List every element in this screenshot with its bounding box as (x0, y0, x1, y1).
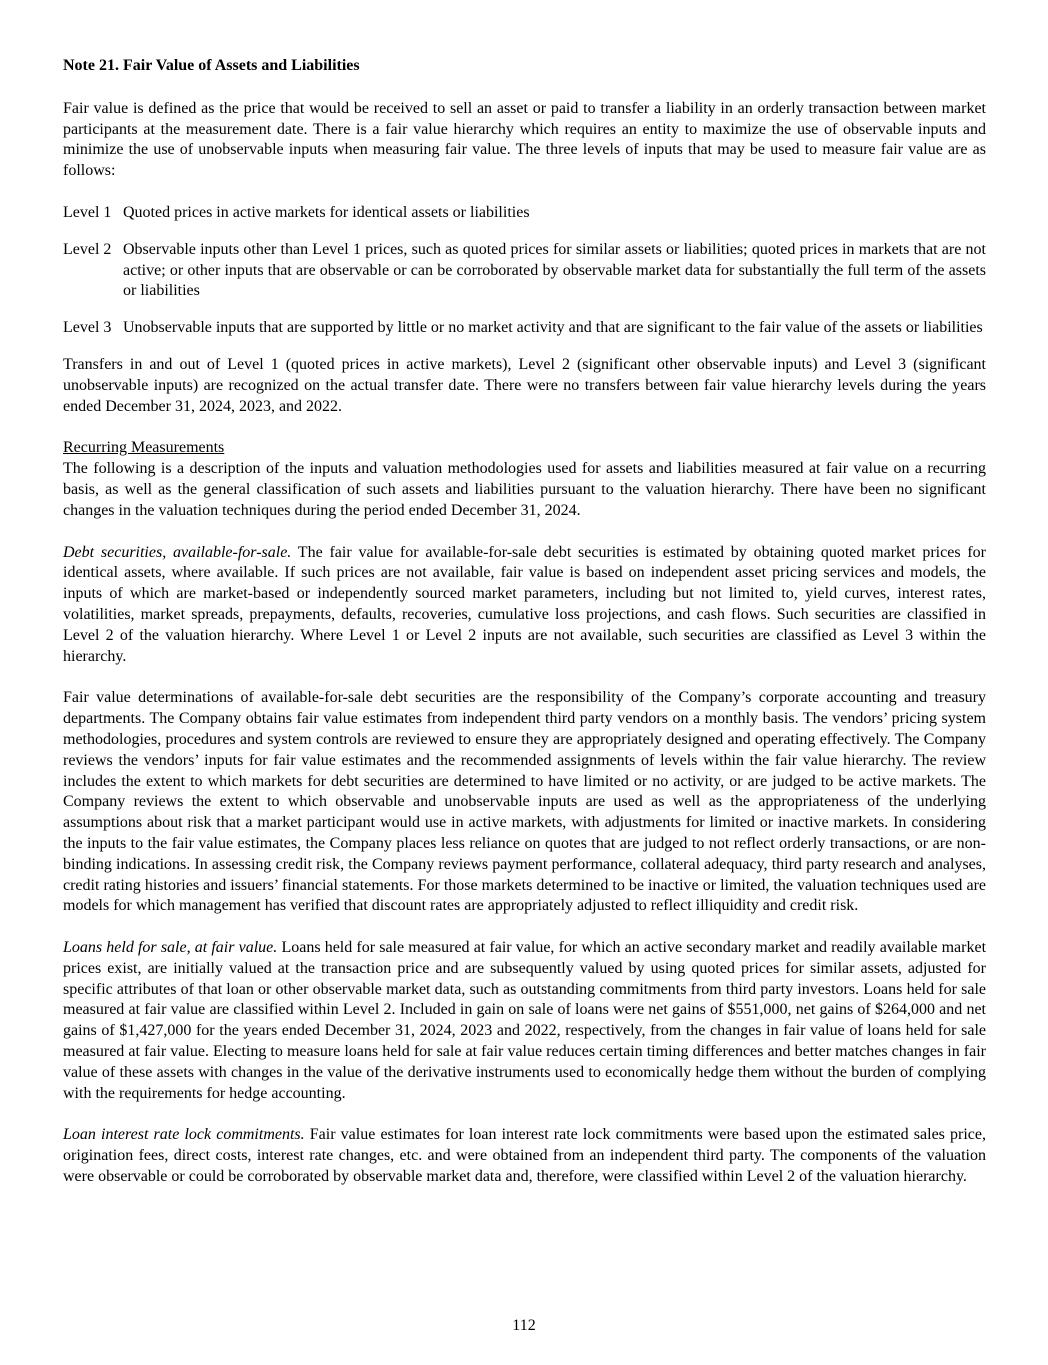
level-2-row (63, 240, 986, 302)
debt-securities-body: The fair value for available-for-sale debt securities is estimated by obtaining quoted market prices for identical assets, where available. If such prices are not available, fair value is based on independent asset pricing services and models, the inputs of which are market-based or independently sourced market parameters, including but not limited to, yield curves, interest rates, volatilities, market spreads, prepayments, defaults, recoveries, cumulative loss projections, and cash flows. Such securities are classified in Level 2 of the valuation hierarchy. Where Level 1 or Level 2 inputs are not available, such securities are classified as Level 3 within the hierarchy. (63, 543, 986, 665)
recurring-measurements-section (63, 438, 986, 521)
level-3-row (63, 318, 986, 339)
level-2-description: Observable inputs other than Level 1 prices, such as quoted prices for similar assets or liabilities; quoted prices in markets that are not active; or other inputs that are observable or can be corroborated by observable market data for substantially the full term of the assets or liabilities (123, 240, 986, 300)
level-1-label: Level 1 (63, 203, 112, 221)
level-3-description: Unobservable inputs that are supported by little or no market activity and that are significant to the fair value of the assets or liabilities (123, 319, 983, 337)
level-1-description: Quoted prices in active markets for identical assets or liabilities (123, 203, 530, 221)
level-1-row (63, 203, 986, 224)
loans-held-for-sale-lead: Loans held for sale, at fair value. (63, 939, 278, 957)
page-number: 112 (512, 1317, 536, 1335)
debt-securities-paragraph (63, 543, 986, 668)
level-2-label: Level 2 (63, 240, 112, 258)
debt-securities-lead: Debt securities, available-for-sale. (63, 543, 292, 561)
transfers-paragraph: Transfers in and out of Level 1 (quoted prices in active markets), Level 2 (significant other observable inputs) and Level 3 (significant unobservable inputs) are recognized on the actual transfer date. There were no transfers between fair value hierarchy levels during the years ended December 31, 2024, 2023, and 2022. (63, 355, 986, 415)
loans-held-for-sale-body: Loans held for sale measured at fair value, for which an active secondary market and readily available market prices exist, are initially valued at the transaction price and are subsequently valued by using quoted prices for similar assets, adjusted for specific attributes of that loan or other observable market data, such as outstanding commitments from third party investors. Loans held for sale measured at fair value are classified within Level 2. Included in gain on sale of loans were net gains of $551,000, net gains of $264,000 and net gains of $1,427,000 for the years ended December 31, 2024, 2023 and 2022, respectively, from the changes in fair value of loans held for sale measured at fair value. Electing to measure loans held for sale at fair value reduces certain timing differences and better matches changes in fair value of these assets with changes in the value of the derivative instruments used to economically hedge them without the burden of complying with the requirements for hedge accounting. (63, 939, 987, 1102)
loans-held-for-sale-paragraph (63, 938, 986, 1104)
recurring-measurements-paragraph: The following is a description of the inputs and valuation methodologies used for assets and liabilities measured at fair value on a recurring basis, as well as the general classification of such assets and liabilities pursuant to the valuation hierarchy. There have been no significant changes in the valuation techniques during the period ended December 31, 2024. (63, 460, 986, 519)
fair-value-levels-list (63, 203, 986, 339)
level-3-label: Level 3 (63, 319, 112, 337)
intro-paragraph: Fair value is defined as the price that would be received to sell an asset or paid to transfer a liability in an orderly transaction between market participants at the measurement date. There is a fair value hierarchy which requires an entity to maximize the use of observable inputs and minimize the use of unobservable inputs when measuring fair value. The three levels of inputs that may be used to measure fair value are as follows: (63, 99, 986, 180)
loan-rate-lock-paragraph (63, 1125, 986, 1187)
note-title: Note 21. Fair Value of Assets and Liabilities (63, 57, 360, 74)
loan-rate-lock-lead: Loan interest rate lock commitments. (63, 1126, 305, 1144)
fair-value-determinations-paragraph: Fair value determinations of available-for-sale debt securities are the responsibility of the Company’s corporate accounting and treasury departments. The Company obtains fair value estimates from independent third party vendors on a monthly basis. The vendors’ pricing system methodologies, procedures and system controls are reviewed to ensure they are appropriately designed and operating effectively. The Company reviews the vendors’ inputs for fair value estimates and the recommended assignments of levels within the fair value hierarchy. The review includes the extent to which markets for debt securities are determined to have limited or no activity, or are judged to be active markets. The Company reviews the extent to which observable and unobservable inputs are used as well as the appropriateness of the underlying assumptions about risk that a market participant would use in active markets, with adjustments for limited or inactive markets. In considering the inputs to the fair value estimates, the Company places less reliance on quotes that are judged to not reflect orderly transactions, or are non-binding indications. In assessing credit risk, the Company reviews payment performance, collateral adequacy, third party research and analyses, credit rating histories and issuers’ financial statements. For those markets determined to be inactive or limited, the valuation techniques used are models for which management has verified that discount rates are appropriately adjusted to reflect illiquidity and credit risk. (63, 689, 986, 915)
loan-rate-lock-body: Fair value estimates for loan interest rate lock commitments were based upon the estimated sales price, origination fees, direct costs, interest rate changes, etc. and were obtained from an independent third party. The components of the valuation were observable or could be corroborated by observable market data and, therefore, were classified within Level 2 of the valuation hierarchy. (63, 1126, 986, 1186)
recurring-measurements-heading: Recurring Measurements (63, 439, 225, 457)
